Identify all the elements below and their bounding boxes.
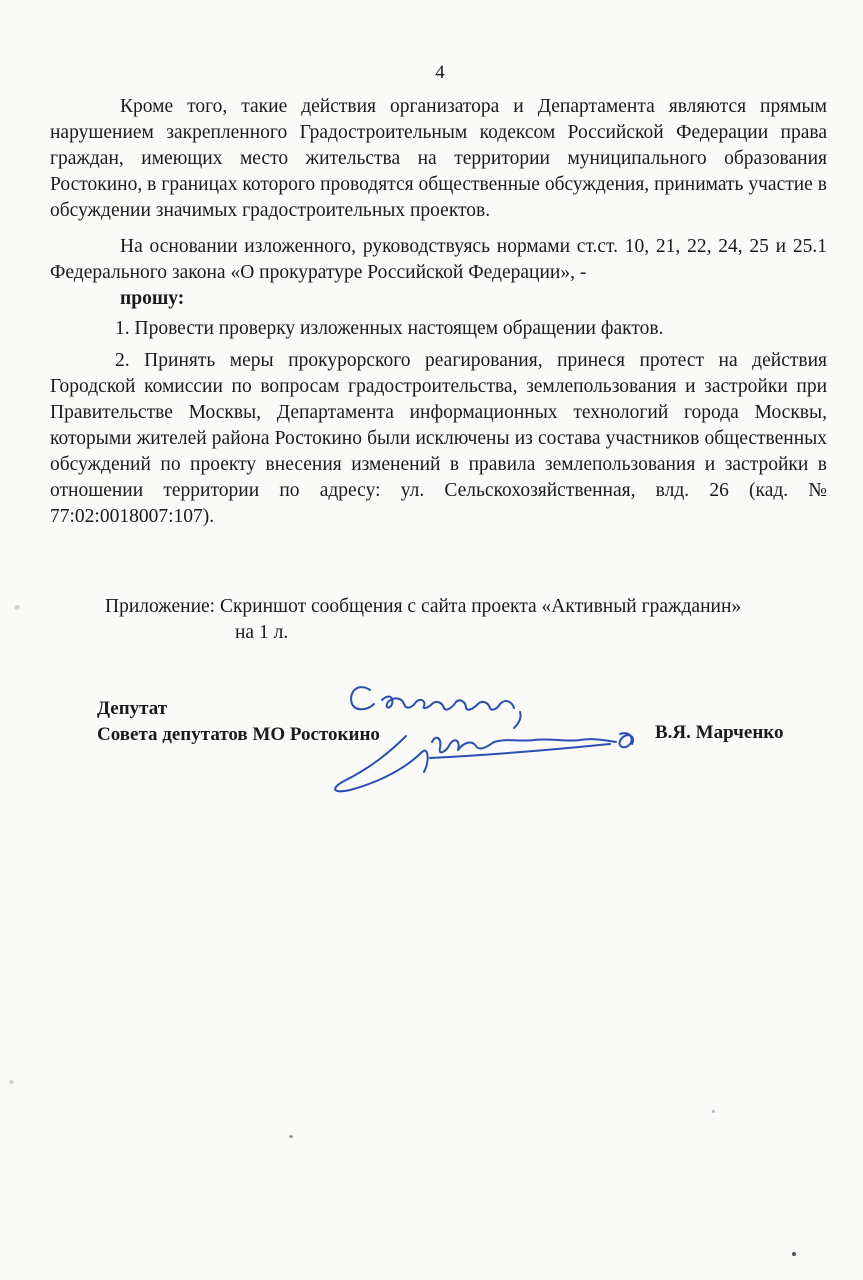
scan-speck bbox=[289, 1135, 293, 1138]
scan-speck bbox=[792, 1252, 796, 1256]
signatory-name: В.Я. Марченко bbox=[655, 722, 784, 743]
request-heading: прошу: bbox=[120, 288, 185, 309]
document-body bbox=[50, 94, 827, 530]
request-item-1: 1. Провести проверку изложенных настоящем обращении фактов. bbox=[115, 318, 664, 339]
attachment-line-1: Приложение: Скриншот сообщения с сайта проекта «Активный гражданин» bbox=[105, 596, 742, 617]
paragraph-legal-basis: На основании изложенного, руководствуясь нормами ст.ст. 10, 21, 22, 24, 25 и 25.1 Федерального закона «О прокуратуре Российской Федерации», - bbox=[50, 236, 827, 283]
paragraph-violation: Кроме того, такие действия организатора и Департамента являются прямым нарушением закрепленного Градостроительным кодексом Российской Федерации права граждан, имеющих место жительства на территории муниципального образования Ростокино, в границах которого проводятся общественные обсуждения, принимать участие в обсуждении значимых градостроительных проектов. bbox=[50, 96, 827, 221]
scan-speck bbox=[14, 605, 20, 610]
scan-speck bbox=[9, 1080, 14, 1084]
attachment-note bbox=[105, 594, 845, 646]
signatory-position: Депутат bbox=[97, 698, 168, 719]
attachment-line-2: на 1 л. bbox=[235, 622, 289, 643]
request-item-2: 2. Принять меры прокурорского реагирования, принеся протест на действия Городской комиссии по вопросам градостроительства, землепользования и застройки при Правительстве Москвы, Департамента информационных технологий города Москвы, которыми жителей района Ростокино были исключены из состава участников общественных обсуждений по проекту внесения изменений в правила землепользования и застройки в отношении территории по адресу: ул. Сельскохозяйственная, влд. 26 (кад. № 77:02:0018007:107). bbox=[50, 350, 827, 527]
handwritten-signature bbox=[310, 672, 660, 802]
scan-speck bbox=[712, 1110, 715, 1113]
signatory-council: Совета депутатов МО Ростокино bbox=[97, 724, 380, 745]
page-number: 4 bbox=[435, 62, 445, 83]
